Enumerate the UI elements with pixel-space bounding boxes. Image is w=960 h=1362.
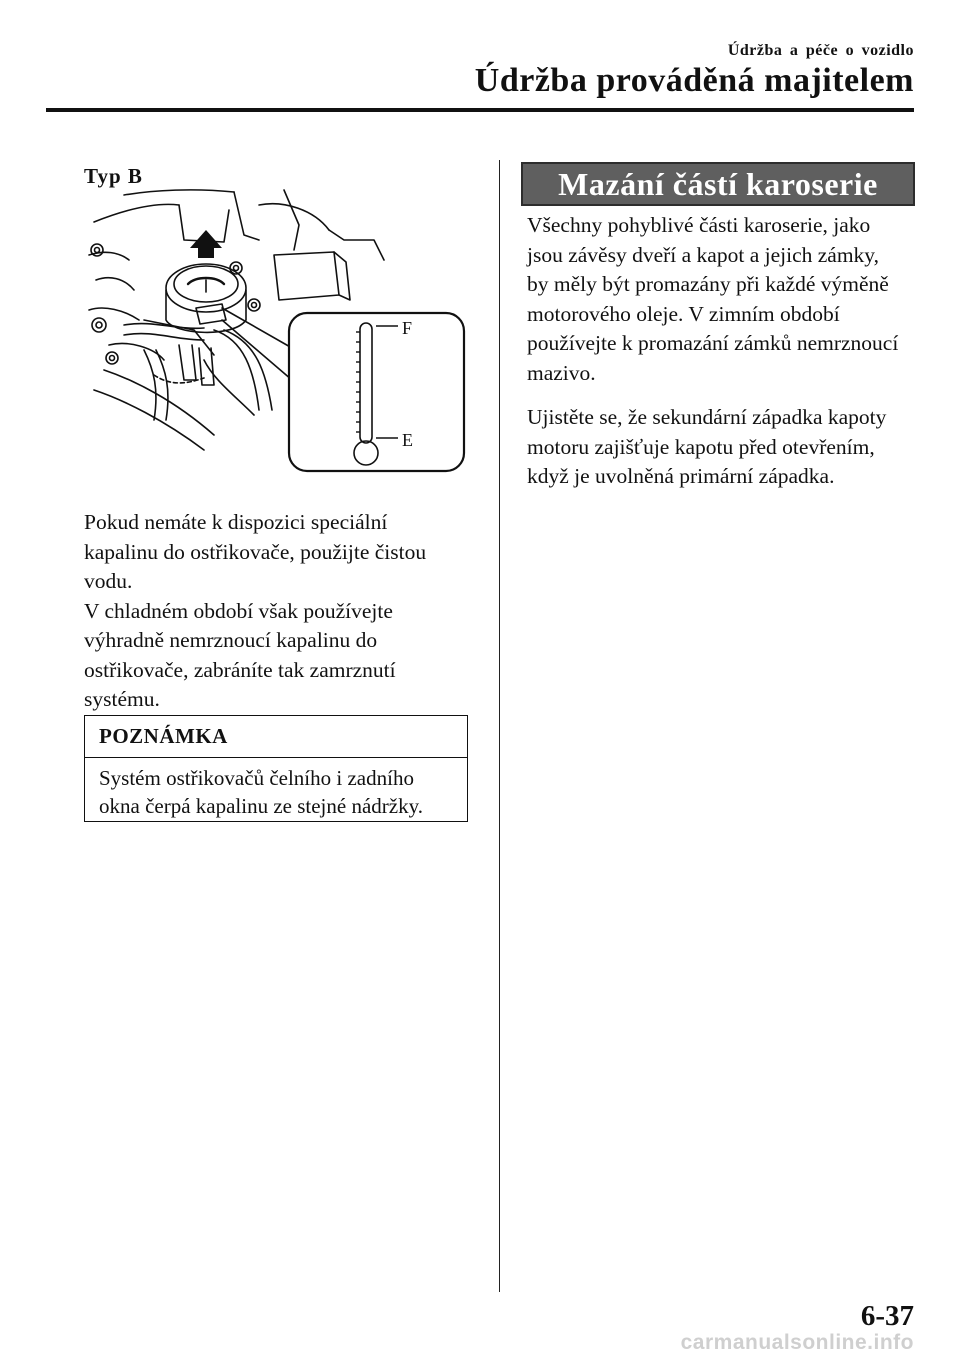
text-line: Pokud nemáte k dispozici speciální	[84, 510, 388, 534]
watermark: carmanualsonline.info	[680, 1331, 914, 1354]
note-text	[85, 758, 467, 820]
text-line: ostřikovače, zabráníte tak zamrznutí	[84, 657, 396, 682]
text-line: mazivo.	[527, 360, 596, 385]
text-line: motoru zajišťuje kapotu před otevřením,	[527, 434, 875, 459]
chapter-heading: Údržba a péče o vozidlo	[727, 42, 914, 59]
lubrication-paragraph	[527, 211, 927, 388]
refill-instructions-paragraph	[84, 508, 489, 715]
text-line: jsou závěsy dveří a kapot a jejich zámky,	[527, 242, 880, 267]
text-line: Ujistěte se, že sekundární západka kapoty	[527, 405, 887, 429]
note-box	[84, 715, 468, 822]
figure-label: Typ B	[84, 164, 143, 188]
text-line: kapalinu do ostřikovače, použijte čistou	[84, 539, 427, 564]
washer-reservoir-illustration	[84, 180, 469, 480]
page-title: Údržba prováděná majitelem	[474, 62, 914, 99]
text-line: systému.	[84, 687, 160, 711]
section-heading: Mazání částí karoserie	[521, 162, 915, 206]
text-line: vodu.	[84, 569, 133, 593]
note-heading: POZNÁMKA	[85, 716, 467, 758]
text-line: Všechny pohyblivé části karoserie, jako	[527, 213, 871, 237]
gauge-full-label: F	[402, 318, 413, 338]
text-line: by měly být promazány při každé výměně	[527, 272, 889, 296]
page-number: 6-37	[860, 1300, 914, 1332]
hood-latch-paragraph	[527, 403, 927, 492]
text-line: okna čerpá kapalinu ze stejné nádržky.	[99, 794, 423, 818]
text-line: používejte k promazání zámků nemrznoucí	[527, 331, 899, 355]
text-line: motorového oleje. V zimním období	[527, 301, 840, 326]
gauge-empty-label: E	[402, 430, 413, 450]
column-divider	[499, 160, 500, 1292]
text-line: když je uvolněná primární západka.	[527, 464, 835, 488]
header-rule	[46, 108, 914, 112]
text-line: výhradně nemrznoucí kapalinu do	[84, 628, 378, 652]
text-line: V chladném období však používejte	[84, 598, 393, 623]
text-line: Systém ostřikovačů čelního i zadního	[99, 766, 414, 790]
